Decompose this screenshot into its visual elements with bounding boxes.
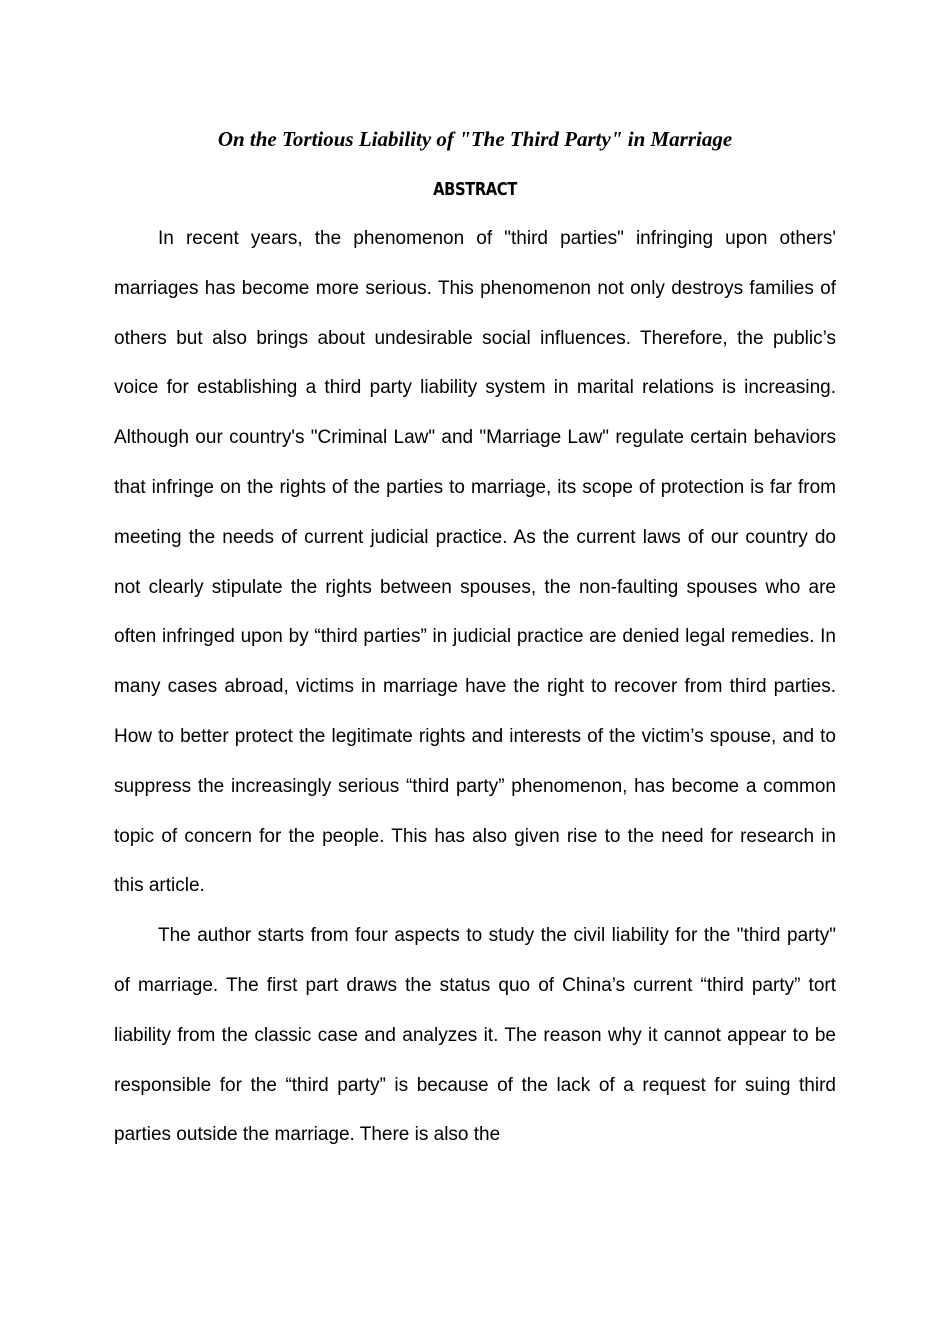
abstract-paragraph-1: In recent years, the phenomenon of "third parties" infringing upon others' marriages has become more serious. This phenomenon not only destroys families of others but also brings about undesirable social influences. Therefore, the public’s voice for establishing a third party liability system in marital relations is increasing. Although our country's "Criminal Law" and "Marriage Law" regulate certain behaviors that infringe on the rights of the parties to marriage, its scope of protection is far from meeting the needs of current judicial practice. As the current laws of our country do not clearly stipulate the rights between spouses, the non-faulting spouses who are often infringed upon by “third parties” in judicial practice are denied legal remedies. In many cases abroad, victims in marriage have the right to recover from third parties. How to better protect the legitimate rights and interests of the victim’s spouse, and to suppress the increasingly serious “third party” phenomenon, has become a common topic of concern for the people. This has also given rise to the need for research in this article. xyxy=(114,228,836,897)
abstract-body xyxy=(114,214,836,1160)
abstract-heading: ABSTRACT xyxy=(433,179,517,200)
document-title: On the Tortious Liability of "The Third Party" in Marriage xyxy=(217,127,733,151)
abstract-paragraph-2: The author starts from four aspects to study the civil liability for the "third party" of marriage. The first part draws the status quo of China’s current “third party” tort liability from the classic case and analyzes it. The reason why it cannot appear to be responsible for the “third party” is because of the lack of a request for suing third parties outside the marriage. There is also the xyxy=(114,925,836,1146)
